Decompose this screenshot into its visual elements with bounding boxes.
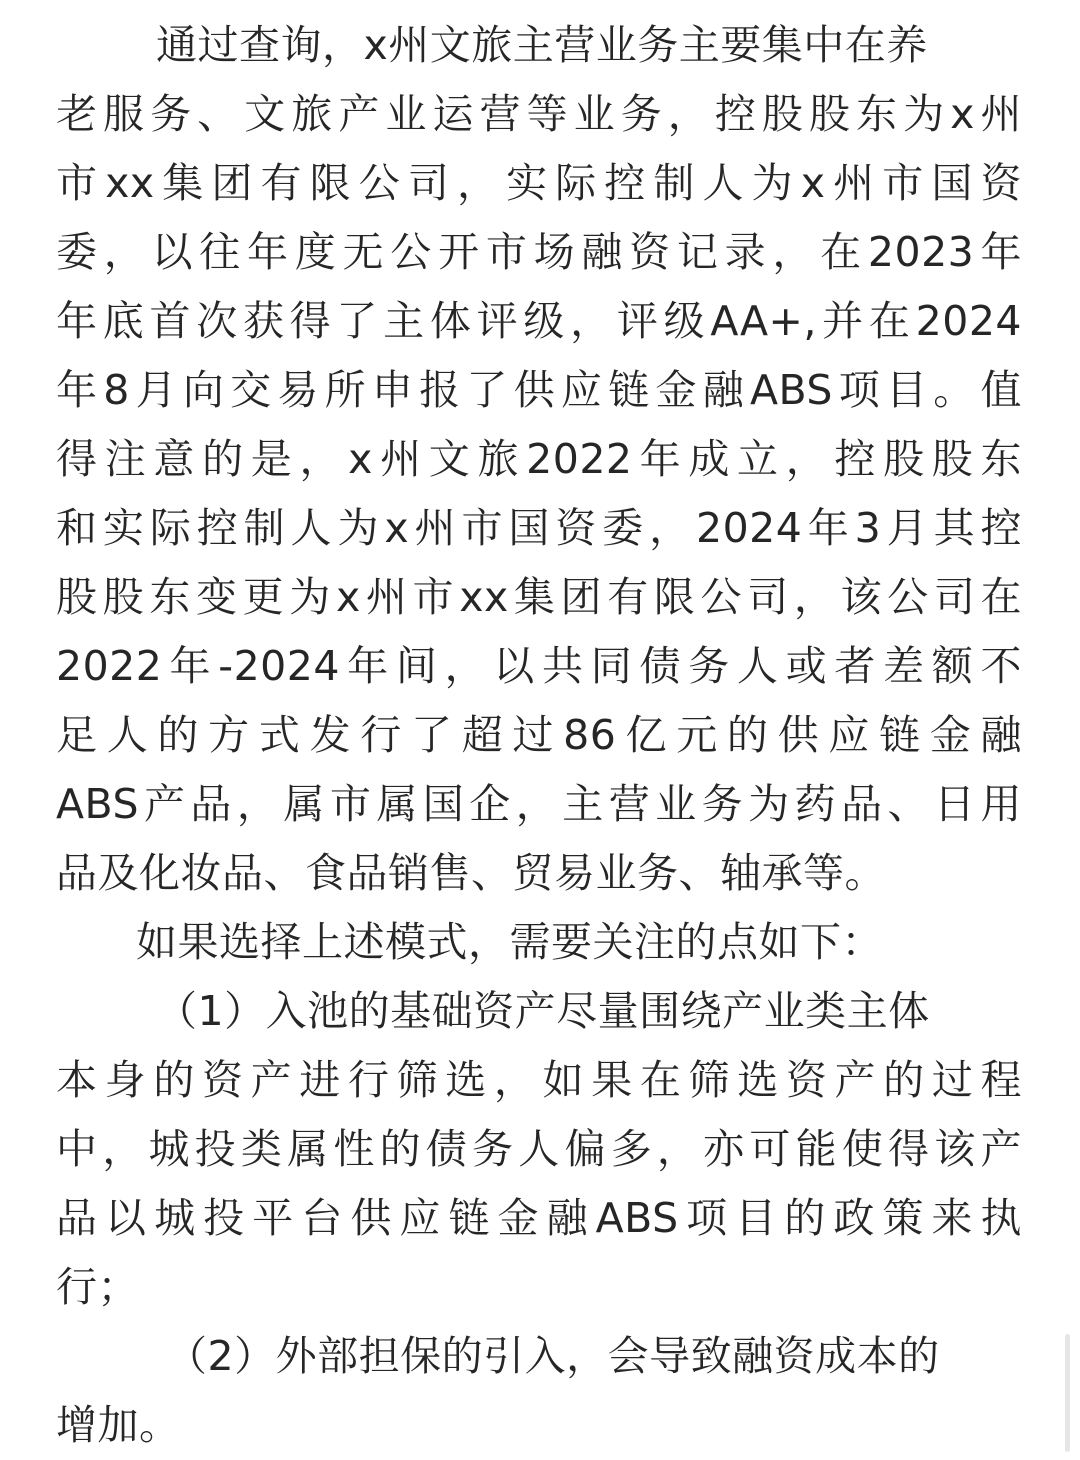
text-line-2: 老服务、文旅产业运营等业务，控股股东为x州	[56, 90, 1022, 138]
text-line-5: 年底首次获得了主体评级，评级AA+,并在2024	[56, 297, 1022, 345]
text-line-11: 足人的方式发行了超过86亿元的供应链金融	[56, 711, 1022, 759]
text-line-10: 2022年-2024年间，以共同债务人或者差额不	[56, 642, 1022, 690]
text-line-7: 得注意的是，x州文旅2022年成立，控股股东	[56, 435, 1022, 483]
text-line-12: ABS产品，属市属国企，主营业务为药品、日用	[56, 780, 1022, 828]
text-line-15: （1）入池的基础资产尽量围绕产业类主体	[156, 987, 930, 1035]
text-line-18: 品以城投平台供应链金融ABS项目的政策来执	[56, 1194, 1022, 1242]
text-line-1: 通过查询，x州文旅主营业务主要集中在养	[156, 21, 928, 69]
text-line-4: 委，以往年度无公开市场融资记录，在2023年	[56, 228, 1022, 276]
text-line-9: 股股东变更为x州市xx集团有限公司，该公司在	[56, 573, 1022, 621]
text-line-21: 增加。	[56, 1401, 181, 1449]
text-line-17: 中，城投类属性的债务人偏多，亦可能使得该产	[56, 1125, 1022, 1173]
text-line-3: 市xx集团有限公司，实际控制人为x州市国资	[56, 159, 1022, 207]
scrollbar-thumb[interactable]	[1065, 1334, 1070, 1452]
text-line-8: 和实际控制人为x州市国资委，2024年3月其控	[56, 504, 1022, 552]
text-line-20: （2）外部担保的引入，会导致融资成本的	[166, 1332, 940, 1380]
text-line-16: 本身的资产进行筛选，如果在筛选资产的过程	[56, 1056, 1022, 1104]
text-line-14: 如果选择上述模式，需要关注的点如下：	[136, 918, 883, 966]
text-line-19: 行；	[56, 1263, 139, 1311]
text-line-13: 品及化妆品、食品销售、贸易业务、轴承等。	[56, 849, 886, 897]
text-line-6: 年8月向交易所申报了供应链金融ABS项目。值	[56, 366, 1022, 414]
